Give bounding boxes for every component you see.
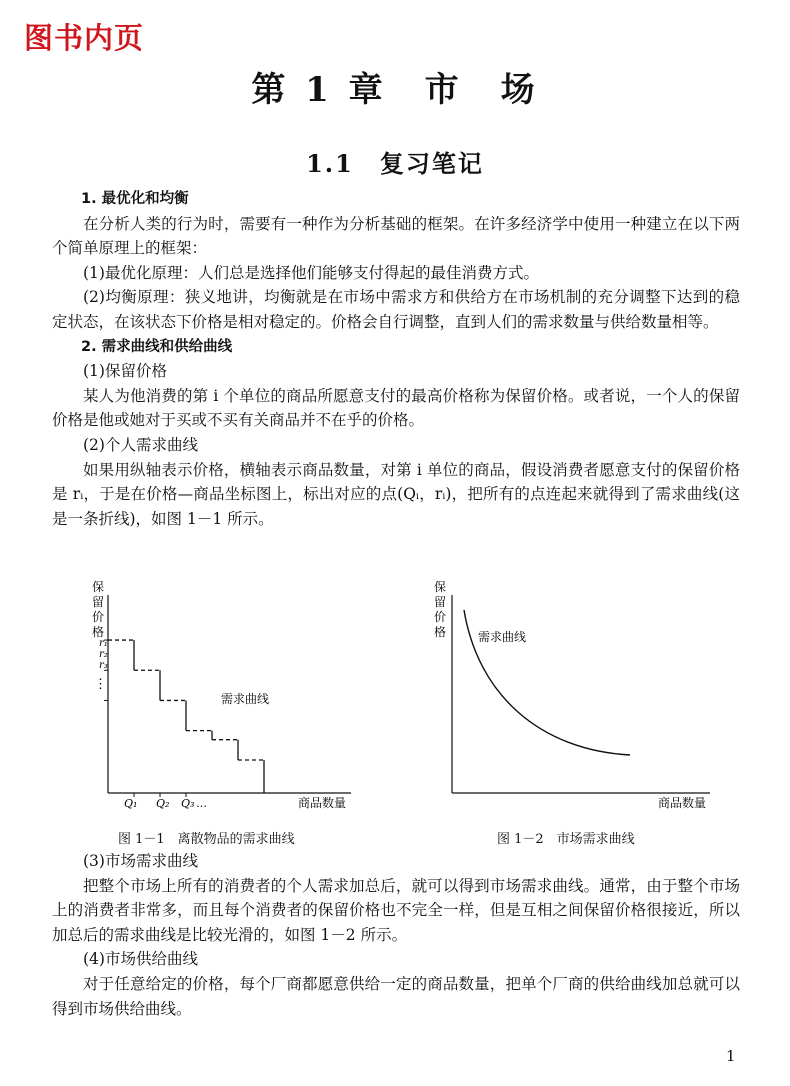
figure2-caption: 图 1－2 市场需求曲线 (497, 832, 635, 847)
paragraph: 某人为他消费的第 i 个单位的商品所愿意支付的最高价格称为保留价格。或者说，一个人的保留价格是他或她对于买或不买有关商品并不在乎的价格。 (52, 386, 740, 430)
r2-label: r₂ (99, 649, 108, 660)
figure-market-demand (430, 575, 720, 824)
ellipsis-vertical: ⋮ (94, 677, 107, 692)
body-text-bottom (52, 849, 740, 1021)
paragraph: 对于任意给定的价格，每个厂商都愿意供给一定的商品数量，把单个厂商的供给曲线加总就可以得到市场供给曲线。 (52, 974, 740, 1018)
y-axis-label-char: 保 (434, 580, 447, 594)
y-axis-label-char: 格 (92, 625, 105, 639)
r3-label: r₃ (99, 660, 108, 671)
r1-label: r₁ (99, 638, 108, 649)
step-curve (104, 640, 264, 797)
y-axis-label-char: 保 (92, 580, 105, 594)
paragraph: (3)市场需求曲线 (83, 852, 198, 870)
q1-label: Q₁ (124, 797, 138, 810)
x-axis-label: 商品数量 (298, 796, 347, 810)
figure-market-demand-svg (430, 575, 720, 820)
paragraph: 把整个市场上所有的消费者的个人需求加总后，就可以得到市场需求曲线。通常，由于整个市场上的消费者非常多，而且每个消费者的保留价格也不完全一样，但是互相之间保留价格很接近，所以加总后的需求曲线是比较光滑的，如图 1－2 所示。 (52, 876, 740, 944)
paragraph: (1)保留价格 (83, 362, 167, 381)
paragraph: 如果用纵轴表示价格，横轴表示商品数量，对第 i 单位的商品，假设消费者愿意支付的保留价格是 rᵢ，于是在价格—商品坐标图上，标出对应的点(Qᵢ，rᵢ)，把所有的点连起来就得到了需求曲线(这是一条折线)，如图 1－1 所示。 (52, 460, 740, 528)
figure-discrete-demand (86, 575, 366, 824)
chapter-title: 第 1 章 市 场 (251, 70, 539, 110)
y-axis-label-char: 格 (434, 625, 447, 639)
y-axis-label-char: 留 (92, 595, 105, 609)
q3-label: Q₃ (181, 797, 195, 810)
paragraph: (1)最优化原理：人们总是选择他们能够支付得起的最佳消费方式。 (83, 263, 539, 282)
q-ellipsis: … (196, 797, 207, 810)
paragraph: (4)市场供给曲线 (83, 950, 198, 969)
y-axis-label-char: 价 (434, 610, 447, 624)
section-title: 1.1 复习笔记 (306, 149, 484, 178)
y-axis-label (92, 580, 104, 639)
y-axis-label-char: 留 (434, 595, 447, 609)
y-axis-label-char: 价 (92, 610, 105, 624)
paragraph: (2)个人需求曲线 (83, 435, 198, 454)
x-axis-label: 商品数量 (658, 796, 707, 810)
curve-label: 需求曲线 (221, 692, 270, 706)
q2-label: Q₂ (156, 797, 170, 810)
y-axis-label (434, 580, 446, 639)
curve-label: 需求曲线 (478, 630, 527, 644)
body-text-top (52, 187, 740, 531)
paragraph: (2)均衡原理：狭义地讲，均衡就是在市场中需求方和供给方在市场机制的充分调整下达到的稳定状态，在该状态下价格是相对稳定的。价格会自行调整，直到人们的需求数量与供给数量相等。 (52, 288, 740, 331)
heading-optimization: 1. 最优化和均衡 (81, 191, 189, 207)
paragraph: 在分析人类的行为时，需要有一种作为分析基础的框架。在许多经济学中使用一种建立在以下两个简单原理上的框架： (52, 214, 740, 258)
heading-demand-supply: 2. 需求曲线和供给曲线 (81, 338, 233, 355)
figure-discrete-demand-svg (86, 575, 366, 820)
page-number: 1 (726, 1047, 736, 1065)
page-badge: 图书内页 (24, 21, 145, 55)
figure1-caption: 图 1－1 离散物品的需求曲线 (118, 832, 295, 847)
